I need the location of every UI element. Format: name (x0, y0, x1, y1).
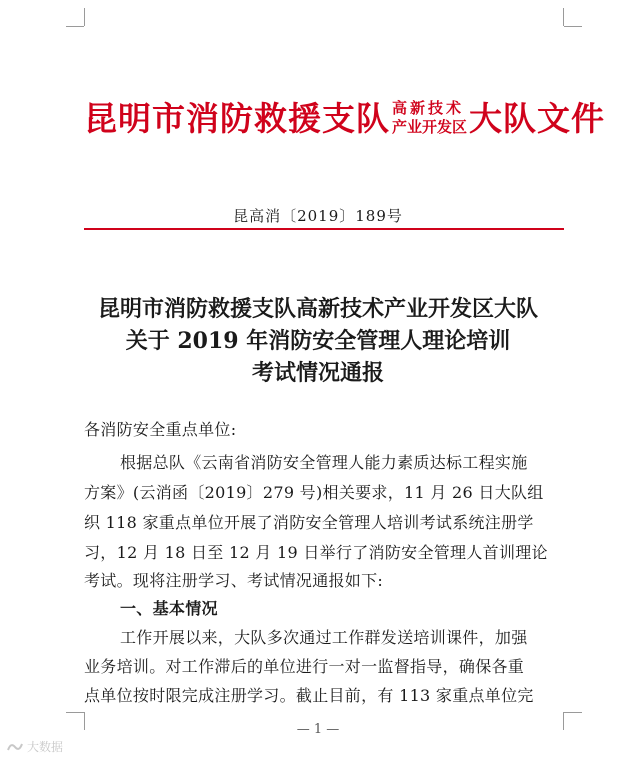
watermark-logo-icon (6, 740, 24, 754)
crop-mark-top-left-h (66, 26, 84, 27)
paragraph-1-line-1: 根据总队《云南省消防安全管理人能力素质达标工程实施 (120, 453, 528, 472)
paragraph-1-line-5: 考试。现将注册学习、考试情况通报如下: (84, 571, 384, 590)
paragraph-2-line-1: 工作开展以来，大队多次通过工作群发送培训课件，加强 (120, 628, 528, 647)
paragraph-2-line-3: 点单位按时限完成注册学习。截止目前，有 113 家重点单位完 (84, 686, 534, 705)
paragraph-2-line-2: 业务培训。对工作滞后的单位进行一对一监督指导，确保各重 (84, 657, 525, 676)
title-line-1: 昆明市消防救援支队高新技术产业开发区大队 (97, 296, 538, 322)
header-org-name: 昆明市消防救援支队 (84, 98, 390, 138)
watermark-text: 大数据 (27, 740, 64, 754)
header-sub-line1: 高新技术 (392, 99, 465, 117)
crop-mark-top-right-v (563, 8, 564, 26)
header-suffix: 大队文件 (469, 98, 606, 138)
header-sub-line2: 产业开发区 (392, 118, 468, 136)
crop-mark-bottom-right-h (564, 712, 582, 713)
paragraph-1-line-4: 习，12 月 18 日至 12 月 19 日举行了消防安全管理人首训理论 (84, 543, 548, 562)
page-number: — 1 — (296, 722, 340, 737)
watermark (6, 738, 63, 755)
crop-mark-bottom-left-h (66, 712, 84, 713)
title-line-3: 考试情况通报 (251, 360, 384, 386)
header-sub-unit (392, 99, 467, 137)
red-divider (84, 228, 564, 230)
section-heading-1: 一、基本情况 (120, 599, 218, 618)
title-line-2: 关于 2019 年消防安全管理人理论培训 (125, 328, 511, 354)
crop-mark-top-left-v (84, 8, 85, 26)
crop-mark-top-right-h (564, 26, 582, 27)
paragraph-1-line-3: 织 118 家重点单位开展了消防安全管理人培训考试系统注册学 (84, 513, 534, 532)
paragraph-1-line-2: 方案》(云消函〔2019〕279 号)相关要求，11 月 26 日大队组 (84, 483, 544, 502)
document-number: 昆高消〔2019〕189号 (233, 207, 403, 225)
salutation: 各消防安全重点单位: (84, 420, 237, 439)
document-header (84, 96, 606, 140)
